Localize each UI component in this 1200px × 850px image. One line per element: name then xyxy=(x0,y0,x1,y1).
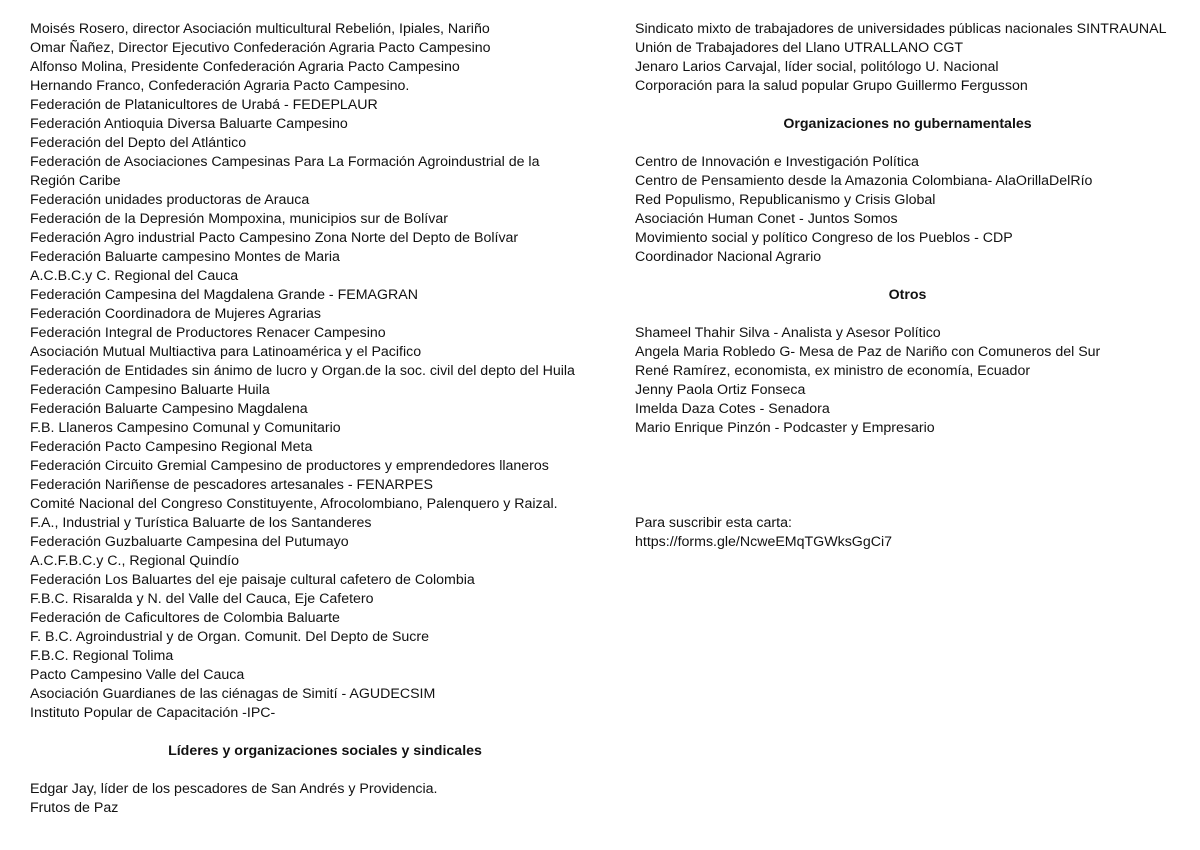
list-item: Omar Ñañez, Director Ejecutivo Confederación Agraria Pacto Campesino xyxy=(30,40,491,56)
list-item: Imelda Daza Cotes - Senadora xyxy=(635,401,830,417)
list-item: Federación Circuito Gremial Campesino de productores y emprendedores llaneros xyxy=(30,458,549,474)
list-item: Corporación para la salud popular Grupo Guillermo Fergusson xyxy=(635,78,1028,94)
list-item: Frutos de Paz xyxy=(30,800,119,816)
list-item: Federación Los Baluartes del eje paisaje cultural cafetero de Colombia xyxy=(30,572,475,588)
spacer xyxy=(635,96,1180,115)
list-item: Centro de Pensamiento desde la Amazonia Colombiana- AlaOrillaDelRío xyxy=(635,173,1093,189)
subscribe-label: Para suscribir esta carta: xyxy=(635,515,792,531)
list-item: Federación Coordinadora de Mujeres Agrarias xyxy=(30,306,322,322)
spacer xyxy=(635,495,1180,514)
list-item: Federación Baluarte campesino Montes de Maria xyxy=(30,249,340,265)
subscribe-link[interactable]: https://forms.gle/NcweEMqTGWksGgCi7 xyxy=(635,534,893,550)
list-item: Federación Integral de Productores Renacer Campesino xyxy=(30,325,386,341)
list-item: Federación Nariñense de pescadores artesanales - FENARPES xyxy=(30,477,433,493)
list-item: A.C.B.C.y C. Regional del Cauca xyxy=(30,268,239,284)
list-item: F.B.C. Regional Tolima xyxy=(30,648,174,664)
list-item: F.B.C. Risaralda y N. del Valle del Cauca, Eje Cafetero xyxy=(30,591,374,607)
list-item: Federación de Platanicultores de Urabá - FEDEPLAUR xyxy=(30,97,378,113)
list-item: F.B. Llaneros Campesino Comunal y Comunitario xyxy=(30,420,341,436)
list-item: Federación unidades productoras de Arauca xyxy=(30,192,310,208)
list-item: Moisés Rosero, director Asociación multicultural Rebelión, Ipiales, Nariño xyxy=(30,21,490,37)
list-item: Instituto Popular de Capacitación -IPC- xyxy=(30,705,276,721)
list-item: Federación Baluarte Campesino Magdalena xyxy=(30,401,308,417)
list-item: Coordinador Nacional Agrario xyxy=(635,249,822,265)
list-item: Jenaro Larios Carvajal, líder social, politólogo U. Nacional xyxy=(635,59,999,75)
section-heading-others: Otros xyxy=(888,287,927,303)
signatories-list xyxy=(30,20,600,723)
list-item: Sindicato mixto de trabajadores de universidades públicas nacionales SINTRAUNAL xyxy=(635,21,1167,37)
list-item: Federación de Caficultores de Colombia Baluarte xyxy=(30,610,340,626)
list-item: Federación de Entidades sin ánimo de lucro y Organ.de la soc. civil del depto del Huila xyxy=(30,363,575,379)
left-column xyxy=(30,20,600,818)
spacer xyxy=(635,438,1180,495)
right-column xyxy=(635,20,1180,552)
list-item: A.C.F.B.C.y C., Regional Quindío xyxy=(30,553,239,569)
list-item: Federación Campesino Baluarte Huila xyxy=(30,382,270,398)
list-item: Comité Nacional del Congreso Constituyente, Afrocolombiano, Palenquero y Raizal. xyxy=(30,496,558,512)
list-item: Federación Antioquia Diversa Baluarte Campesino xyxy=(30,116,348,132)
list-item: Jenny Paola Ortiz Fonseca xyxy=(635,382,806,398)
list-item: René Ramírez, economista, ex ministro de economía, Ecuador xyxy=(635,363,1031,379)
list-item: F.A., Industrial y Turística Baluarte de los Santanderes xyxy=(30,515,372,531)
list-item: Movimiento social y político Congreso de los Pueblos - CDP xyxy=(635,230,1013,246)
list-item: Federación de la Depresión Mompoxina, municipios sur de Bolívar xyxy=(30,211,448,227)
list-item: Federación Agro industrial Pacto Campesino Zona Norte del Depto de Bolívar xyxy=(30,230,519,246)
list-item: F. B.C. Agroindustrial y de Organ. Comunit. Del Depto de Sucre xyxy=(30,629,430,645)
list-item: Angela Maria Robledo G- Mesa de Paz de Nariño con Comuneros del Sur xyxy=(635,344,1101,360)
list-item: Mario Enrique Pinzón - Podcaster y Empresario xyxy=(635,420,935,436)
list-item: Federación del Depto del Atlántico xyxy=(30,135,247,151)
unions-list xyxy=(635,20,1180,96)
spacer xyxy=(30,761,600,780)
list-item: Asociación Guardianes de las ciénagas de Simití - AGUDECSIM xyxy=(30,686,436,702)
spacer xyxy=(635,267,1180,286)
list-item: Federación Campesina del Magdalena Grande - FEMAGRAN xyxy=(30,287,418,303)
list-item: Edgar Jay, líder de los pescadores de San Andrés y Providencia. xyxy=(30,781,438,797)
list-item: Red Populismo, Republicanismo y Crisis Global xyxy=(635,192,936,208)
section-heading-ngo: Organizaciones no gubernamentales xyxy=(783,116,1032,132)
ngo-list xyxy=(635,153,1180,267)
section-heading-leaders: Líderes y organizaciones sociales y sindicales xyxy=(168,743,482,759)
list-item: Asociación Mutual Multiactiva para Latinoamérica y el Pacifico xyxy=(30,344,422,360)
list-item: Federación de Asociaciones Campesinas Para La Formación Agroindustrial de la Región Caribe xyxy=(30,154,540,189)
list-item: Pacto Campesino Valle del Cauca xyxy=(30,667,245,683)
list-item: Centro de Innovación e Investigación Política xyxy=(635,154,919,170)
list-item: Alfonso Molina, Presidente Confederación Agraria Pacto Campesino xyxy=(30,59,460,75)
leaders-list xyxy=(30,780,600,818)
others-list xyxy=(635,324,1180,438)
list-item: Federación Pacto Campesino Regional Meta xyxy=(30,439,313,455)
spacer xyxy=(635,305,1180,324)
list-item: Unión de Trabajadores del Llano UTRALLANO CGT xyxy=(635,40,964,56)
list-item: Asociación Human Conet - Juntos Somos xyxy=(635,211,898,227)
list-item: Shameel Thahir Silva - Analista y Asesor Político xyxy=(635,325,941,341)
list-item: Federación Guzbaluarte Campesina del Putumayo xyxy=(30,534,349,550)
list-item: Hernando Franco, Confederación Agraria Pacto Campesino. xyxy=(30,78,410,94)
spacer xyxy=(30,723,600,742)
spacer xyxy=(635,134,1180,153)
